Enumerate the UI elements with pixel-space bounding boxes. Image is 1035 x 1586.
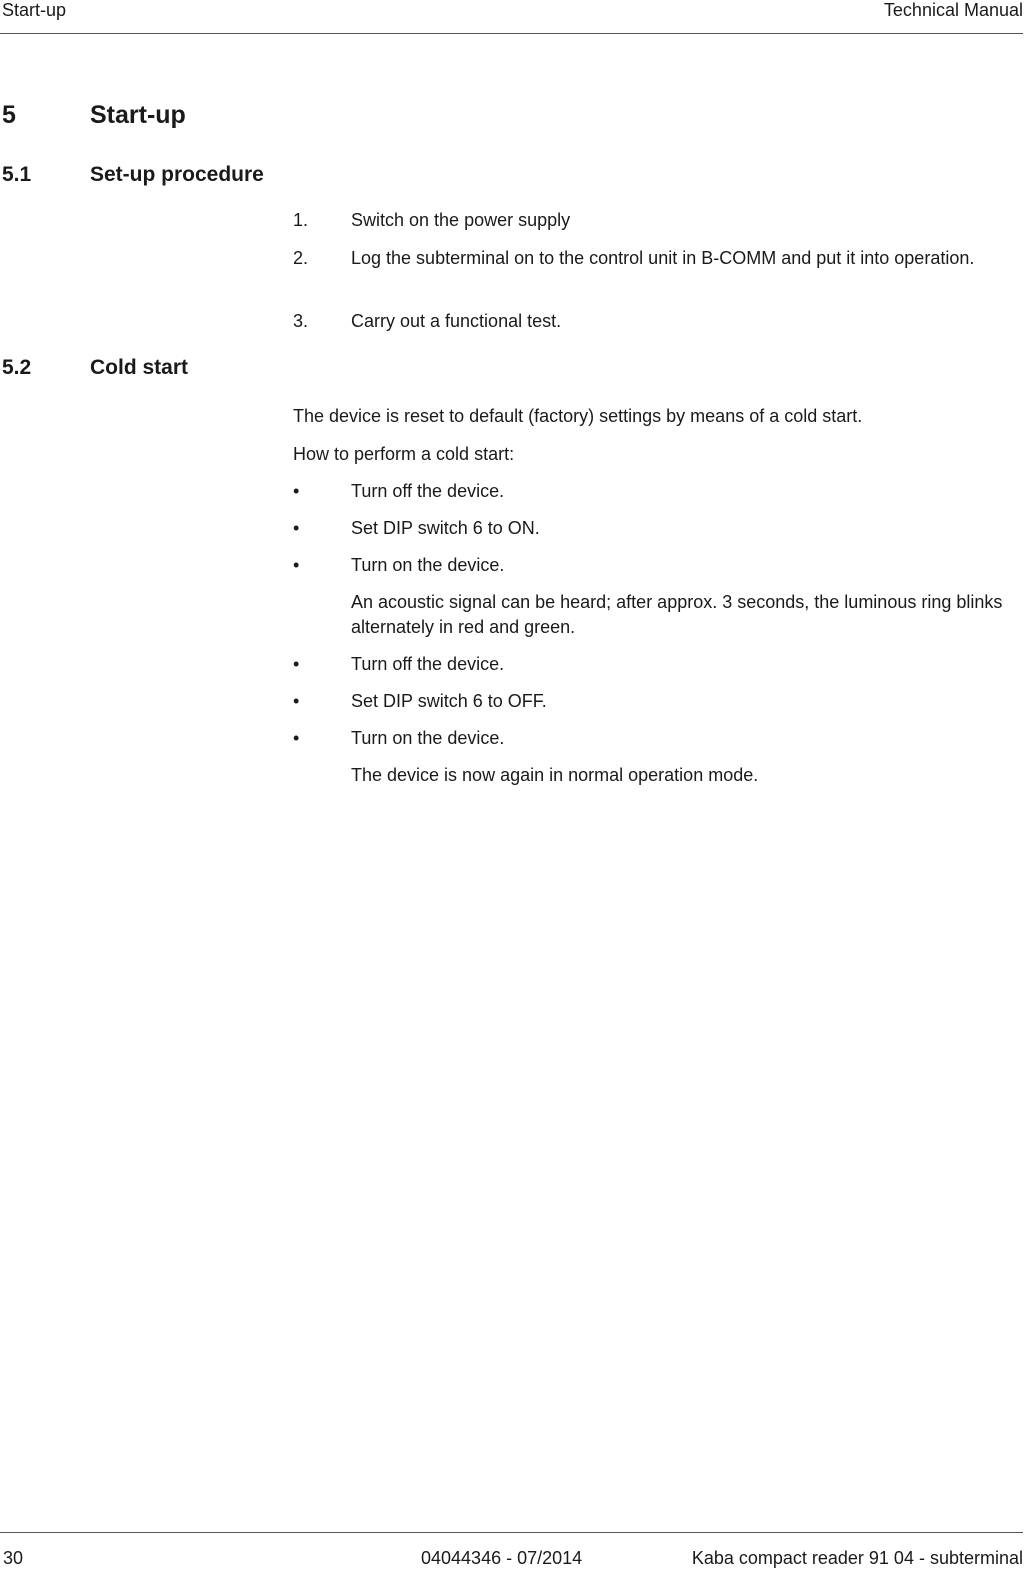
document-number: 04044346 - 07/2014 xyxy=(421,1548,583,1568)
page-footer xyxy=(0,1532,1023,1573)
step-number: 3. xyxy=(293,311,309,331)
section-title: Start-up xyxy=(90,101,186,129)
paragraph-how-to: How to perform a cold start: xyxy=(293,444,515,464)
bullet-icon: • xyxy=(293,691,300,711)
step-text: Log the subterminal on to the control unit in B-COMM and put it into operation. xyxy=(351,248,975,268)
product-name: Kaba compact reader 91 04 - subterminal xyxy=(691,1548,1023,1568)
bullet-icon: • xyxy=(293,518,300,538)
page-header xyxy=(0,0,1023,34)
bullet-text: Set DIP switch 6 to OFF. xyxy=(351,691,547,711)
step-text: Carry out a functional test. xyxy=(351,311,562,331)
paragraph-intro: The device is reset to default (factory) settings by means of a cold start. xyxy=(293,406,863,426)
section-number: 5 xyxy=(2,101,16,129)
page-number: 30 xyxy=(3,1548,24,1568)
bullet-text: Turn off the device. xyxy=(351,481,505,501)
bullet-text: Turn on the device. xyxy=(351,555,505,575)
bullet-icon: • xyxy=(293,555,300,575)
header-chapter: Start-up xyxy=(2,0,67,20)
header-manual-title: Technical Manual xyxy=(883,0,1023,20)
bullet-text: Turn on the device. xyxy=(351,728,505,748)
subsection-title: Set-up procedure xyxy=(90,163,264,186)
note-acoustic-signal: An acoustic signal can be heard; after approx. 3 seconds, the luminous ring blinks alternately in red and green. xyxy=(351,592,1003,637)
step-number: 2. xyxy=(293,248,309,268)
note-normal-mode: The device is now again in normal operation mode. xyxy=(351,765,759,785)
step-text: Switch on the power supply xyxy=(351,210,571,230)
bullet-text: Turn off the device. xyxy=(351,654,505,674)
subsection-number: 5.2 xyxy=(2,356,32,379)
bullet-icon: • xyxy=(293,654,300,674)
bullet-icon: • xyxy=(293,728,300,748)
subsection-title: Cold start xyxy=(90,356,189,379)
bullet-icon: • xyxy=(293,481,300,501)
subsection-number: 5.1 xyxy=(2,163,32,186)
bullet-text: Set DIP switch 6 to ON. xyxy=(351,518,540,538)
step-number: 1. xyxy=(293,210,309,230)
